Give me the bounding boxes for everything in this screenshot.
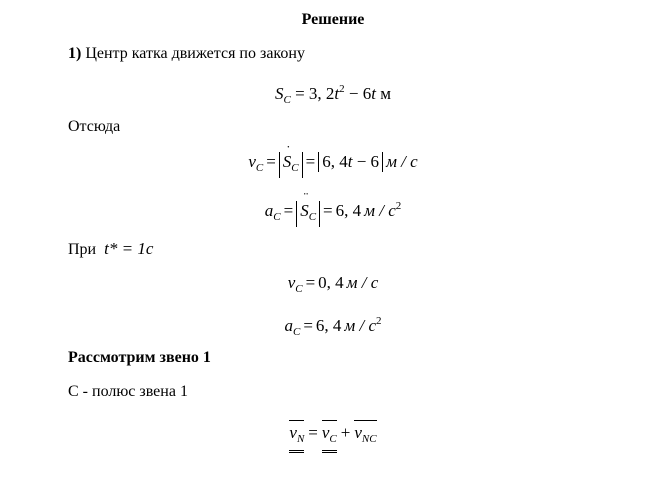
eq3-unit-sup: 2 bbox=[395, 200, 402, 212]
eq2-s-sub: C bbox=[291, 162, 299, 174]
eq2-lhs-sub: C bbox=[255, 162, 264, 174]
equation-velocity-value: $v_C = 0$, 4 м / с bbox=[287, 273, 379, 295]
eq2-s-dot: ˙ S bbox=[283, 152, 292, 172]
equation-position-law bbox=[0, 79, 666, 110]
paragraph-1 bbox=[68, 44, 305, 64]
text-pri: При bbox=[68, 241, 97, 258]
eq1-rhs-t1: t bbox=[334, 84, 340, 103]
eq3-unit: м / с bbox=[364, 201, 396, 220]
eq5-lhs-sub: C bbox=[292, 326, 301, 338]
eq1-unit: м bbox=[375, 84, 391, 103]
eq4-lhs: v bbox=[287, 273, 296, 292]
eq4-val: 0, 4 bbox=[318, 273, 344, 292]
eq6-v2: v bbox=[321, 423, 330, 442]
eq2-mid-a: 6, 4 bbox=[322, 152, 348, 171]
eq3-abs-second-derivative bbox=[296, 201, 320, 227]
eq6-v3: v bbox=[354, 423, 362, 442]
eq1-rhs-sup: 2 bbox=[339, 83, 345, 95]
eq5-unit: м / с bbox=[344, 316, 377, 335]
equation-acceleration-value: $a_C = 6$, 4 м / $с^2$ bbox=[284, 315, 382, 338]
solution-title: Решение bbox=[301, 11, 365, 28]
eq2-abs-derivative bbox=[279, 152, 303, 178]
eq1-lhs: S bbox=[274, 84, 284, 103]
eq3-lhs-sub: C bbox=[273, 211, 281, 223]
eq3-s-ddot: ¨ S bbox=[300, 201, 309, 221]
eq5-lhs: a bbox=[284, 316, 293, 335]
paragraph-1-number: 1) bbox=[68, 45, 82, 62]
eq2-mid-b: − 6 bbox=[352, 152, 380, 171]
eq6-v1-sub: N bbox=[296, 433, 305, 445]
equation-velocity: $v_C$ =˙ $S_C = 6$, 4t − 6 м / с bbox=[0, 152, 666, 178]
eq6-vector-vc bbox=[322, 420, 337, 453]
eq5-unit-sup: 2 bbox=[376, 315, 382, 327]
eq5-val: 6, 4 bbox=[315, 316, 342, 335]
equation-vector-velocity: $v_N = v_C + v_{NC}$ bbox=[0, 420, 666, 453]
eq6-vector-vn bbox=[289, 420, 304, 453]
equation-acceleration: $a_C$ =¨ $S_C = 6$, 4 м / $с^2$ bbox=[0, 196, 666, 227]
text-otsyuda: Отсюда bbox=[68, 118, 121, 135]
eq2-mid-t: t bbox=[347, 152, 353, 171]
eq2-unit: м / с bbox=[386, 152, 418, 171]
eq1-rhs-b: − 6 bbox=[344, 84, 372, 103]
eq6-vector-vnc bbox=[354, 420, 376, 449]
eq3-s-sub: C bbox=[308, 211, 317, 223]
eq4-lhs-sub: C bbox=[295, 283, 303, 295]
eq2-lhs: v bbox=[248, 152, 256, 171]
eq1-rhs-t2: t bbox=[371, 84, 376, 103]
eq2-abs-expression bbox=[318, 152, 383, 172]
eq1-lhs-sub: C bbox=[283, 94, 291, 106]
paragraph-1-text: Центр катка движется по закону bbox=[81, 45, 305, 62]
text-pole: С - полюс звена 1 bbox=[68, 383, 188, 400]
condition-t-star: t* = 1с bbox=[104, 239, 154, 258]
section-heading-zveno: Рассмотрим звено 1 bbox=[68, 349, 211, 366]
eq4-unit: м / с bbox=[346, 273, 379, 292]
condition-line bbox=[68, 239, 153, 260]
eq1-rhs-a: = 3, 2 bbox=[290, 84, 335, 103]
eq6-v1: v bbox=[289, 423, 297, 442]
eq3-val: 6, 4 bbox=[335, 201, 362, 220]
eq6-v2-sub: C bbox=[329, 433, 337, 445]
eq6-v3-sub: NC bbox=[361, 433, 377, 445]
eq3-lhs: a bbox=[264, 201, 274, 220]
